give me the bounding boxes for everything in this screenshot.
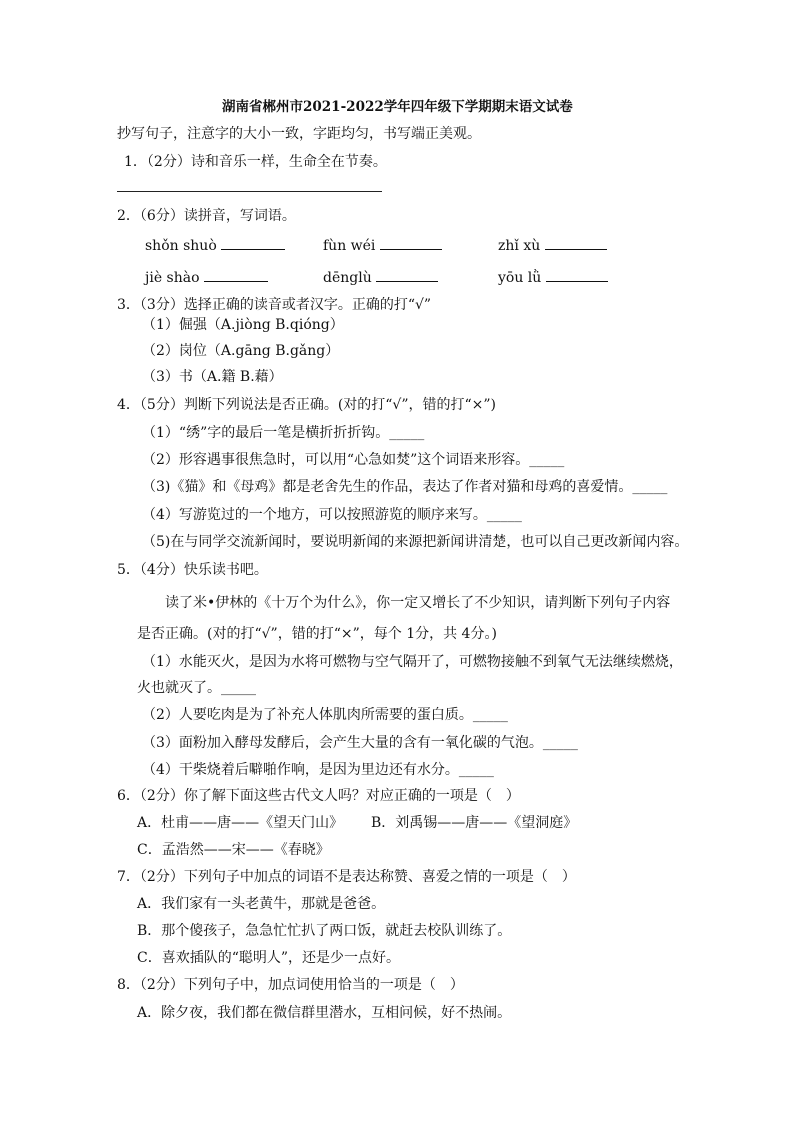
- question-3-item-2: （2）岗位（A.gāng B.gǎng）: [142, 343, 340, 359]
- answer-blank[interactable]: [380, 236, 442, 250]
- question-8-option-a[interactable]: A．除夕夜，我们都在微信群里潜水，互相问候，好不热闹。: [137, 1005, 512, 1021]
- question-1: 1．（2分）诗和音乐一样，生命全在节奏。: [124, 154, 387, 170]
- pinyin-text: fùn wéi: [323, 238, 376, 254]
- question-6-option-a[interactable]: A．杜甫——唐——《望天门山》: [137, 815, 344, 831]
- pinyin-text: shǒn shuò: [145, 238, 217, 254]
- pinyin-item-5: [323, 268, 438, 287]
- question-7-option-b[interactable]: B．那个傻孩子，急急忙忙扒了两口饭，就赶去校队训练了。: [137, 923, 512, 939]
- question-2-stem: 2．（6分）读拼音，写词语。: [117, 208, 296, 224]
- question-5-item-2: （2）人要吃肉是为了补充人体肌肉所需要的蛋白质。_____: [142, 707, 508, 723]
- question-7-option-c[interactable]: C．喜欢插队的“聪明人”，还是少一点好。: [137, 950, 401, 966]
- pinyin-text: zhǐ xù: [498, 238, 541, 254]
- pinyin-item-6: [498, 268, 608, 287]
- paper-title: 湖南省郴州市2021-2022学年四年级下学期期末语文试卷: [222, 99, 573, 115]
- question-6-stem: 6．（2分）你了解下面这些古代文人吗？对应正确的一项是（ ）: [117, 788, 520, 804]
- question-4-item-3: （3)《猫》和《母鸡》都是老舍先生的作品，表达了作者对猫和母鸡的喜爱情。_____: [142, 479, 668, 495]
- pinyin-item-1: [145, 236, 285, 255]
- instruction-text: 抄写句子，注意字的大小一致，字距均匀，书写端正美观。: [117, 126, 481, 142]
- question-4-item-1: （1）“绣”字的最后一笔是横折折折钩。_____: [142, 425, 425, 441]
- question-6-option-b[interactable]: B．刘禹锡——唐——《望洞庭》: [371, 815, 578, 831]
- pinyin-item-3: [498, 236, 607, 255]
- question-5-paragraph: 读了米•伊林的《十万个为什么》，你一定又增长了不少知识，请判断下列句子内容: [165, 595, 671, 611]
- question-7-option-a[interactable]: A．我们家有一头老黄牛，那就是爸爸。: [137, 896, 386, 912]
- copy-answer-line[interactable]: [117, 191, 382, 192]
- answer-blank[interactable]: [545, 236, 607, 250]
- pinyin-text: jiè shào: [145, 270, 200, 286]
- question-3-stem: 3．（3分）选择正确的读音或者汉字。正确的打“√”: [117, 297, 432, 313]
- answer-blank[interactable]: [376, 268, 438, 282]
- question-4-item-5: （5)在与同学交流新闻时，要说明新闻的来源把新闻讲清楚，也可以自己更改新闻内容。: [142, 534, 689, 550]
- pinyin-item-2: [323, 236, 442, 255]
- answer-blank[interactable]: [204, 268, 268, 282]
- question-8-stem: 8．（2分）下列句子中，加点词使用恰当的一项是（ ）: [117, 977, 464, 993]
- question-5-stem: 5．（4分）快乐读书吧。: [117, 562, 268, 578]
- question-5-item-4: （4）干柴烧着后噼啪作响，是因为里边还有水分。_____: [142, 762, 494, 778]
- pinyin-text: dēnglù: [323, 270, 372, 286]
- question-4-stem: 4．（5分）判断下列说法是否正确。(对的打“√”，错的打“×”): [117, 397, 497, 413]
- question-5-item-3: （3）面粉加入酵母发酵后，会产生大量的含有一氧化碳的气泡。_____: [142, 735, 578, 751]
- answer-blank[interactable]: [546, 268, 608, 282]
- question-3-item-1: （1）倔强（A.jiòng B.qióng）: [142, 317, 344, 333]
- question-5-item-1: （1）水能灭火，是因为水将可燃物与空气隔开了，可燃物接触不到氧气无法继续燃烧，: [142, 654, 683, 670]
- question-4-item-2: （2）形容遇事很焦急时，可以用“心急如焚”这个词语来形容。_____: [142, 452, 565, 468]
- question-5-item-1-cont: 火也就灭了。_____: [137, 680, 256, 696]
- answer-blank[interactable]: [221, 236, 285, 250]
- question-5-paragraph-cont: 是否正确。(对的打“√”，错的打“×”，每个 1分，共 4分。): [137, 626, 497, 642]
- question-7-stem: 7．（2分）下列句子中加点的词语不是表达称赞、喜爱之情的一项是（ ）: [117, 869, 576, 885]
- question-3-item-3: （3）书（A.籍 B.藉）: [142, 369, 283, 385]
- pinyin-item-4: [145, 268, 268, 287]
- pinyin-text: yōu lǜ: [498, 270, 542, 286]
- question-6-option-c[interactable]: C．孟浩然——宋——《春晓》: [137, 842, 330, 858]
- question-4-item-4: （4）写游览过的一个地方，可以按照游览的顺序来写。_____: [142, 507, 522, 523]
